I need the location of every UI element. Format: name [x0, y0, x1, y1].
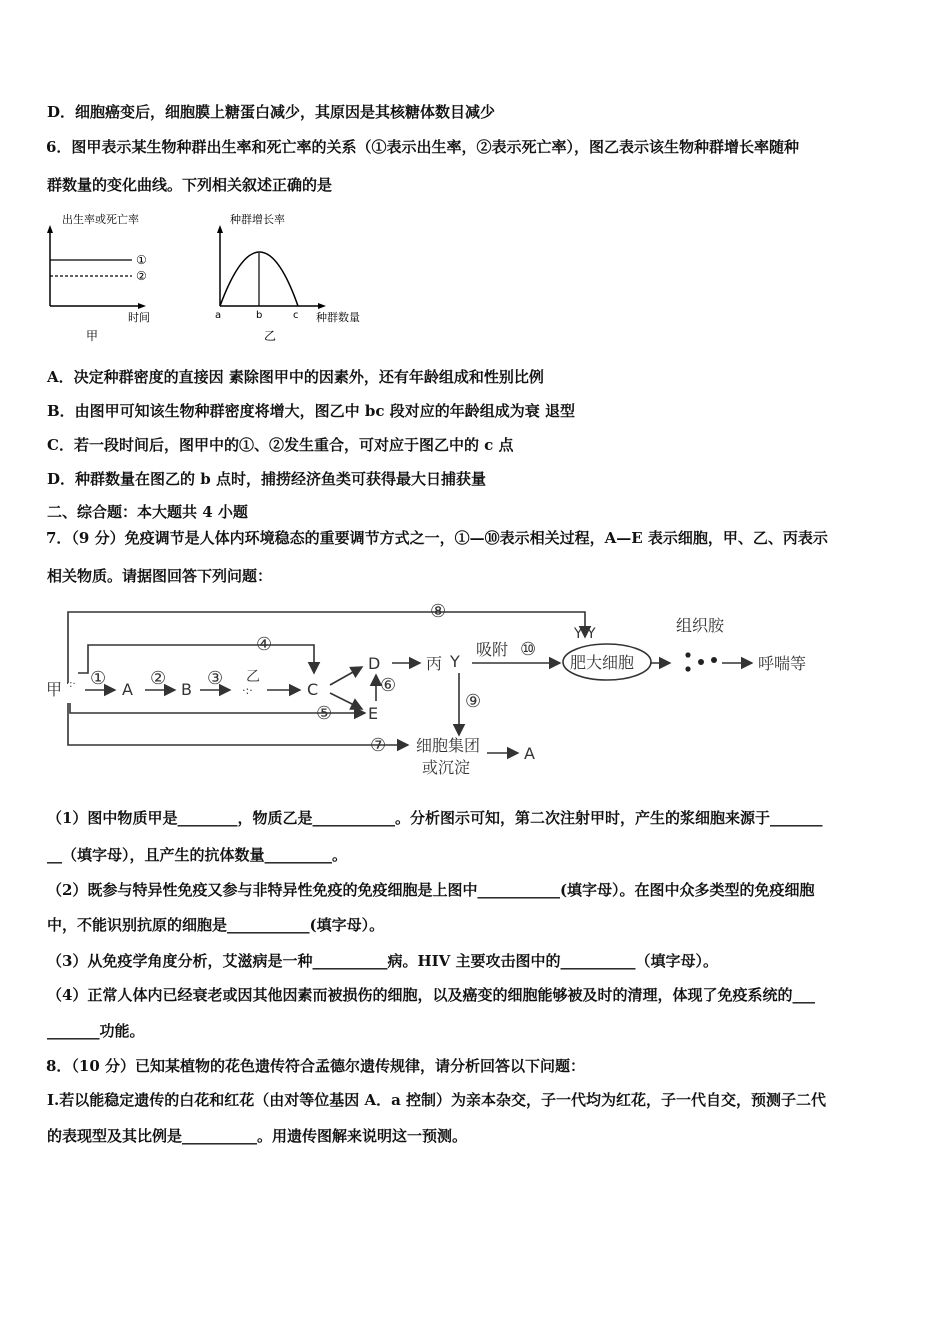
q7-stem-line1: 7．（9 分）免疫调节是人体内环境稳态的重要调节方式之一，①—⑩表示相关过程，A—E 表示细胞，甲、乙、丙表示: [46, 529, 828, 547]
fig-yi-xlabel: 种群数量: [316, 311, 360, 324]
q6-option-c: C．若一段时间后，图甲中的①、②发生重合，可对应于图乙中的 c 点: [47, 436, 514, 454]
fig-yi-point-c: c: [293, 310, 299, 321]
q6-stem-line2: 群数量的变化曲线。下列相关叙述正确的是: [47, 176, 333, 194]
yi-dots: ·:·: [242, 684, 253, 697]
num-9: ⑨: [465, 691, 482, 712]
label-cell-a-2: A: [524, 744, 535, 763]
jia-dots: ·:·: [66, 679, 76, 690]
num-10: ⑩: [520, 639, 537, 660]
fig-jia-y-arrow: [47, 225, 53, 233]
q7-part4-line2: _______功能。: [47, 1022, 145, 1040]
fig-jia-caption: 甲: [86, 329, 99, 343]
figure-yi: [206, 208, 386, 348]
q7-part4-line1: （4）正常人体内已经衰老或因其他因素而被损伤的细胞，以及癌变的细胞能够被及时的清理，体现了免疫系统的___: [47, 986, 815, 1004]
label-mast-cell: 肥大细胞: [570, 653, 635, 672]
q8-stem: 8．（10 分）已知某植物的花色遗传符合孟德尔遗传规律，请分析回答以下问题：: [46, 1057, 586, 1075]
immune-diagram: [40, 595, 840, 790]
label-cluster-line2: 或沉淀: [422, 758, 471, 777]
num-8: ⑧: [430, 601, 447, 622]
arrow-c-to-d: [330, 667, 362, 685]
q7-part2-line2: 中，不能识别抗原的细胞是___________(填字母）。: [47, 916, 385, 934]
num-2: ②: [150, 668, 167, 689]
histamine-dots-icon: [685, 652, 717, 671]
label-cell-c: C: [307, 680, 319, 699]
label-bing: 丙: [426, 654, 443, 673]
q7-part1-line2: __（填字母），且产生的抗体数量_________。: [47, 846, 348, 864]
q8-part1-line2: 的表现型及其比例是__________。用遗传图解来说明这一预测。: [47, 1127, 468, 1145]
q6-option-b: B．由图甲可知该生物种群密度将增大，图乙中 bc 段对应的年龄组成为衰 退型: [47, 402, 575, 420]
antibody-pair-icon: Y Y: [574, 626, 596, 642]
fig-jia-xlabel: 时间: [128, 311, 150, 324]
label-yi: 乙: [246, 669, 260, 685]
fig-yi-x-arrow: [318, 303, 326, 309]
num-4: ④: [256, 634, 273, 655]
section-2-heading: 二、综合题：本大题共 4 小题: [47, 503, 248, 521]
label-cluster-line1: 细胞集团: [416, 736, 481, 755]
num-1: ①: [90, 668, 107, 689]
label-cell-d: D: [368, 654, 381, 673]
label-asthma: 呼喘等: [758, 654, 807, 673]
arrow-7-path: [68, 703, 408, 745]
label-histamine: 组织胺: [676, 616, 725, 635]
label-cell-b: B: [181, 680, 192, 699]
label-cell-a: A: [122, 680, 133, 699]
label-cell-e: E: [368, 704, 379, 723]
fig-yi-y-arrow: [217, 225, 223, 233]
fig-yi-point-b: b: [256, 310, 263, 321]
q8-part1-line1: I.若以能稳定遗传的白花和红花（由对等位基因 A．a 控制）为亲本杂交，子一代均为红花，子一代自交，预测子二代: [47, 1091, 827, 1109]
q7-part1-line1: （1）图中物质甲是________，物质乙是___________。分析图示可知，第二次注射甲时，产生的浆细胞来源于_______: [47, 809, 823, 827]
q5-option-d: D．细胞癌变后，细胞膜上糖蛋白减少，其原因是其核糖体数目减少: [47, 103, 496, 121]
num-3: ③: [207, 668, 224, 689]
fig-yi-point-a: a: [215, 310, 222, 321]
label-jia: 甲: [46, 680, 63, 699]
fig-jia-label2: ②: [136, 269, 147, 283]
q7-stem-line2: 相关物质。请据图回答下列问题：: [47, 567, 273, 585]
num-7: ⑦: [370, 735, 387, 756]
fig-jia-x-arrow: [138, 303, 146, 309]
arrow-c-to-e: [330, 693, 362, 709]
fig-yi-caption: 乙: [264, 329, 277, 343]
fig-jia-label1: ①: [136, 253, 147, 267]
q6-option-a: A．决定种群密度的直接因 素除图甲中的因素外，还有年龄组成和性别比例: [47, 368, 544, 386]
fig-jia-ylabel: 出生率或死亡率: [62, 213, 139, 226]
figure-jia: [40, 208, 200, 348]
num-5: ⑤: [316, 703, 333, 724]
num-6: ⑥: [380, 675, 397, 696]
antibody-icon: Y: [450, 652, 460, 671]
fig-yi-ylabel: 种群增长率: [230, 213, 285, 226]
q7-part2-line1: （2）既参与特异性免疫又参与非特异性免疫的免疫细胞是上图中___________(填字母）。在图中众多类型的免疫细胞: [47, 881, 815, 899]
q7-part3: （3）从免疫学角度分析，艾滋病是一种__________病。HIV 主要攻击图中的__________（填字母）。: [47, 952, 718, 970]
arrow-4-path: [78, 645, 314, 673]
label-adsorb: 吸附: [476, 640, 509, 659]
q6-stem-line1: 6．图甲表示某生物种群出生率和死亡率的关系（①表示出生率，②表示死亡率），图乙表示该生物种群增长率随种: [46, 138, 799, 156]
q6-option-d: D．种群数量在图乙的 b 点时，捕捞经济鱼类可获得最大日捕获量: [47, 470, 486, 488]
